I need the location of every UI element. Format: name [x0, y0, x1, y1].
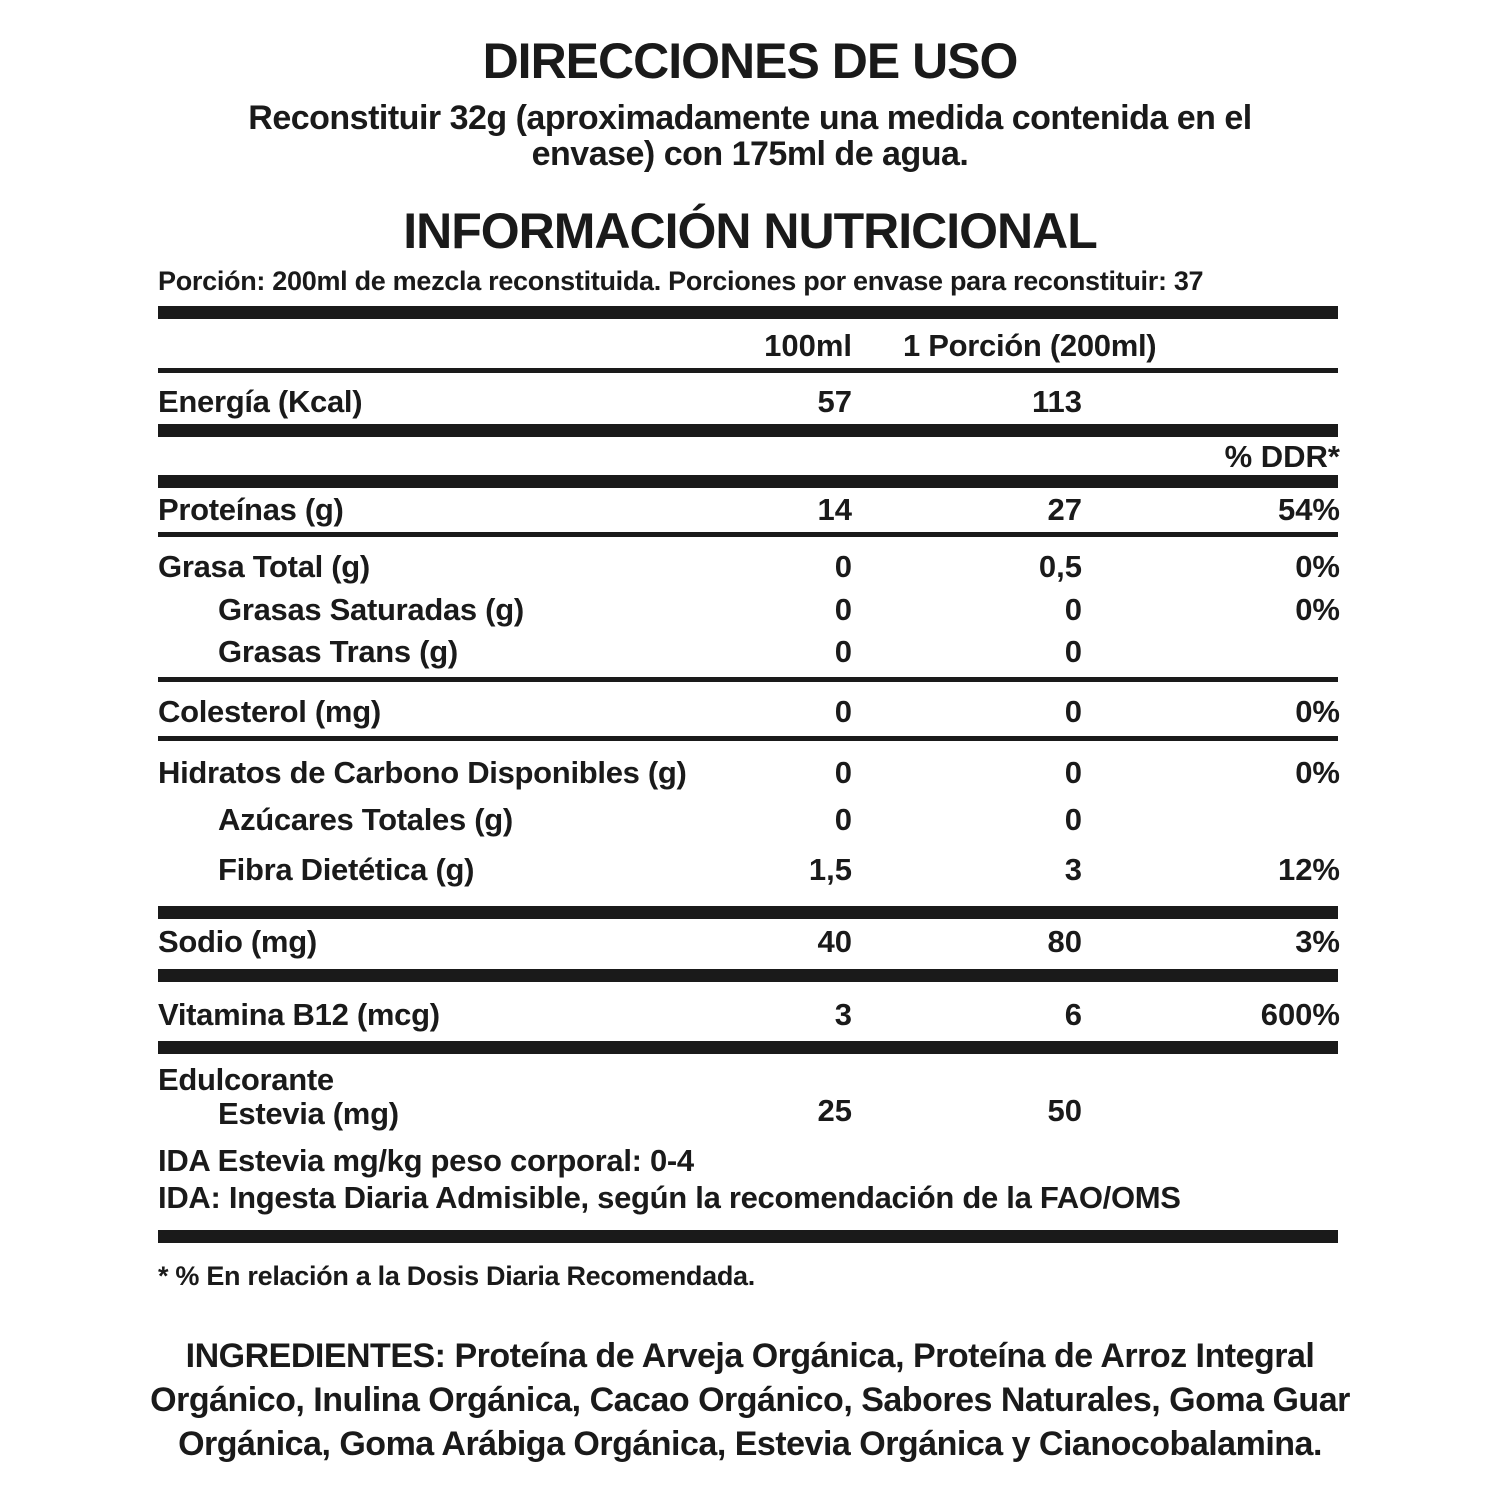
row-label-grasa-total: Grasa Total (g) — [158, 549, 370, 584]
value-portion-azucares: 0 — [1064, 802, 1082, 837]
value-ddr-colesterol: 0% — [1295, 694, 1340, 729]
row-label-grasas-saturadas: Grasas Saturadas (g) — [218, 592, 524, 627]
value-100ml-fibra: 1,5 — [808, 852, 852, 887]
value-portion-grasas-trans: 0 — [1064, 634, 1082, 669]
value-ddr-hidratos: 0% — [1295, 755, 1340, 790]
row-label-azucares: Azúcares Totales (g) — [218, 802, 513, 837]
value-portion-hidratos: 0 — [1064, 755, 1082, 790]
divider-thin — [158, 532, 1338, 537]
value-100ml-estevia: 25 — [817, 1093, 852, 1128]
value-ddr-vitamina-b12: 600% — [1260, 997, 1340, 1032]
row-label-sodio: Sodio (mg) — [158, 924, 317, 959]
value-100ml-hidratos: 0 — [834, 755, 852, 790]
divider-thick — [158, 969, 1338, 982]
row-label-proteinas: Proteínas (g) — [158, 492, 344, 527]
value-100ml-proteinas: 14 — [817, 492, 852, 527]
row-label-edulcorante: Edulcorante — [158, 1062, 334, 1097]
ida-estevia-note: IDA Estevia mg/kg peso corporal: 0-4 — [158, 1143, 694, 1178]
value-portion-estevia: 50 — [1047, 1093, 1082, 1128]
ingredients-line2: Orgánico, Inulina Orgánica, Cacao Orgánico, Sabores Naturales, Goma Guar — [150, 1381, 1350, 1419]
value-portion-grasas-saturadas: 0 — [1064, 592, 1082, 627]
directions-text-line2: envase) con 175ml de agua. — [531, 135, 969, 173]
divider-thin — [158, 677, 1338, 682]
row-label-estevia: Estevia (mg) — [218, 1096, 399, 1131]
serving-info: Porción: 200ml de mezcla reconstituida. Porciones por envase para reconstituir: 37 — [158, 266, 1204, 296]
value-ddr-grasas-saturadas: 0% — [1295, 592, 1340, 627]
row-label-fibra: Fibra Dietética (g) — [218, 852, 475, 887]
value-portion-energia: 113 — [1031, 384, 1082, 419]
directions-title: DIRECCIONES DE USO — [482, 33, 1018, 89]
value-portion-grasa-total: 0,5 — [1038, 549, 1082, 584]
ingredients-line3: Orgánica, Goma Arábiga Orgánica, Estevia Orgánica y Cianocobalamina. — [178, 1425, 1322, 1463]
row-label-colesterol: Colesterol (mg) — [158, 694, 381, 729]
value-portion-vitamina-b12: 6 — [1064, 997, 1082, 1032]
value-100ml-grasas-trans: 0 — [834, 634, 852, 669]
value-100ml-grasa-total: 0 — [834, 549, 852, 584]
value-portion-proteinas: 27 — [1047, 492, 1082, 527]
value-100ml-colesterol: 0 — [834, 694, 852, 729]
divider-thick — [158, 475, 1338, 488]
value-100ml-energia: 57 — [817, 384, 852, 419]
value-100ml-vitamina-b12: 3 — [834, 997, 852, 1032]
directions-text-line1: Reconstituir 32g (aproximadamente una medida contenida en el — [248, 99, 1252, 137]
ingredients-line1: INGREDIENTES: Proteína de Arveja Orgánica, Proteína de Arroz Integral — [185, 1337, 1315, 1375]
divider-thin — [158, 736, 1338, 741]
value-portion-sodio: 80 — [1047, 924, 1082, 959]
divider-thick — [158, 1230, 1338, 1243]
value-ddr-fibra: 12% — [1277, 852, 1340, 887]
value-100ml-sodio: 40 — [817, 924, 852, 959]
column-header-100ml: 100ml — [764, 328, 852, 363]
column-header-portion: 1 Porción (200ml) — [903, 328, 1157, 363]
ida-definition-note: IDA: Ingesta Diaria Admisible, según la recomendación de la FAO/OMS — [158, 1180, 1181, 1215]
value-100ml-grasas-saturadas: 0 — [834, 592, 852, 627]
divider-thick — [158, 424, 1338, 437]
row-label-energia: Energía (Kcal) — [158, 384, 363, 419]
value-ddr-sodio: 3% — [1295, 924, 1340, 959]
row-label-hidratos: Hidratos de Carbono Disponibles (g) — [158, 755, 687, 790]
value-portion-colesterol: 0 — [1064, 694, 1082, 729]
value-portion-fibra: 3 — [1064, 852, 1082, 887]
value-ddr-grasa-total: 0% — [1295, 549, 1340, 584]
row-label-vitamina-b12: Vitamina B12 (mcg) — [158, 997, 440, 1032]
divider-thick — [158, 906, 1338, 919]
row-label-grasas-trans: Grasas Trans (g) — [218, 634, 458, 669]
ddr-footnote: * % En relación a la Dosis Diaria Recomendada. — [158, 1261, 755, 1291]
value-ddr-proteinas: 54% — [1277, 492, 1340, 527]
divider-thick — [158, 306, 1338, 319]
divider-thick — [158, 1041, 1338, 1054]
nutrition-title: INFORMACIÓN NUTRICIONAL — [403, 203, 1097, 259]
divider-thin — [158, 368, 1338, 373]
column-header-ddr: % DDR* — [1224, 439, 1340, 474]
value-100ml-azucares: 0 — [834, 802, 852, 837]
